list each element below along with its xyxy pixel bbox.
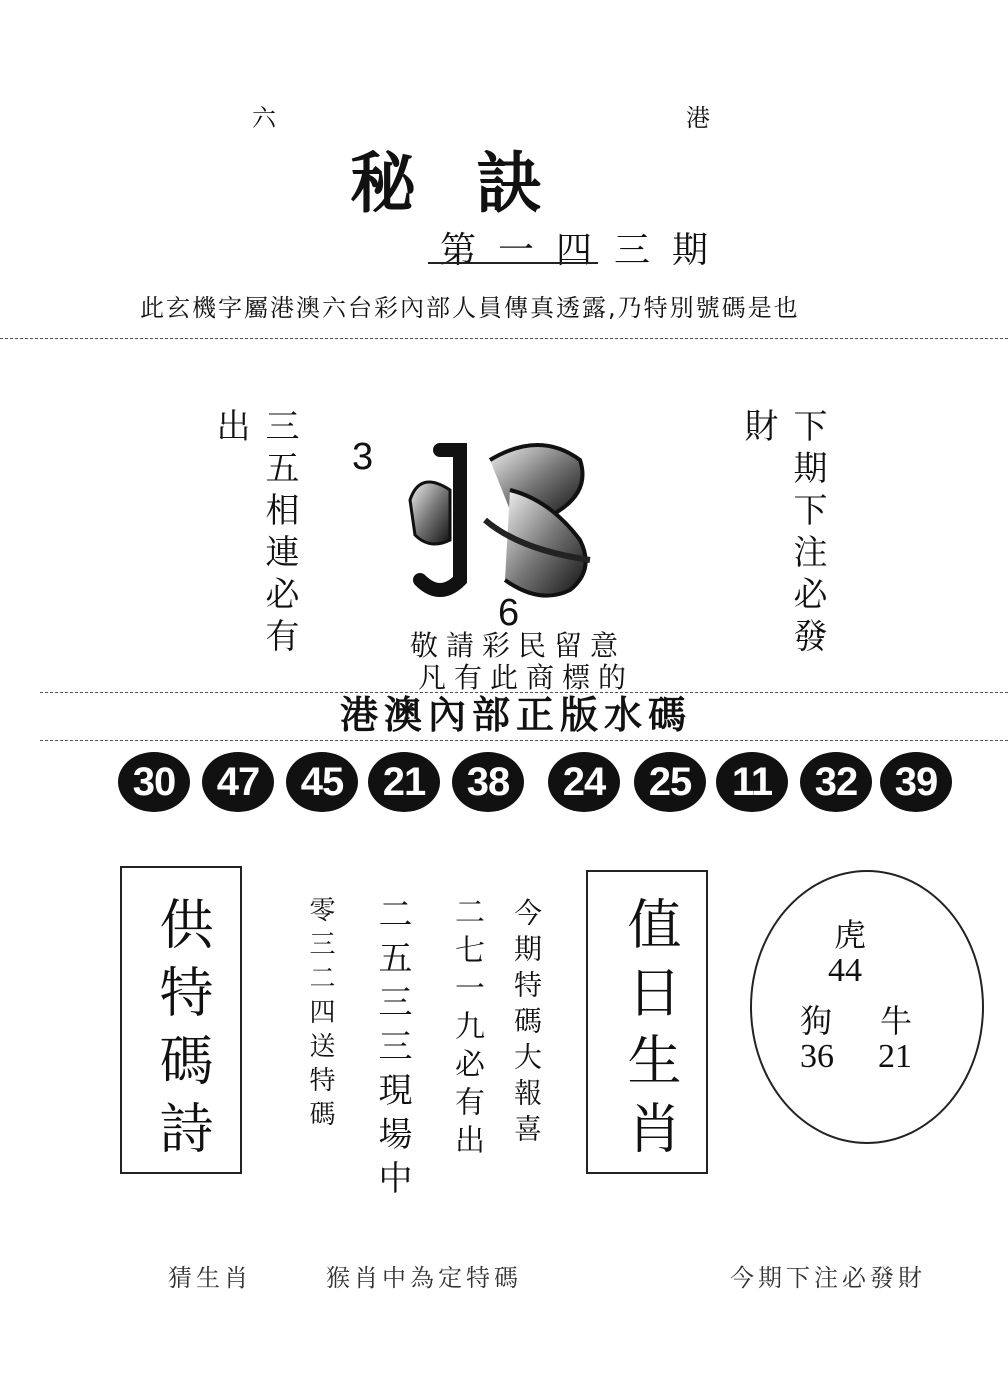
number-ball: 38	[452, 752, 524, 812]
brand-text: 港澳內部正版水碼	[340, 693, 693, 737]
left-vertical-text: 三五相連必有出	[210, 408, 299, 660]
poem-col-2: 二七一九必有出	[449, 896, 484, 1162]
zodiac-tiger: 虎	[834, 916, 867, 954]
number-ball: 11	[716, 752, 788, 812]
poem-col-4: 零三二四送特碼	[305, 896, 335, 1134]
corner-right-char: 港	[686, 104, 710, 132]
issue-underline	[428, 262, 598, 264]
number-ball: 45	[286, 752, 358, 812]
poem-col-1: 今期特碼大報喜	[510, 898, 543, 1150]
number-ball: 32	[800, 752, 872, 812]
corner-left-char: 六	[252, 104, 276, 132]
number-ball: 25	[634, 752, 706, 812]
right-vertical-text: 下期下注必發財	[738, 408, 827, 660]
footer-middle: 猴肖中為定特碼	[326, 1264, 522, 1292]
number-ball: 30	[118, 752, 190, 812]
number-left: 3	[352, 436, 374, 478]
zodiac-label-box	[586, 870, 708, 1174]
footer-right: 今期下注必發財	[730, 1264, 926, 1292]
zodiac-dog: 狗	[800, 1002, 833, 1040]
issue-line: 第一四三期	[440, 230, 731, 271]
notice-line-1: 敬請彩民留意	[410, 629, 627, 662]
divider-mid-2	[40, 740, 1008, 741]
notice-line-2: 凡有此商標的	[418, 661, 635, 694]
divider-top	[0, 338, 1008, 339]
poem-col-3: 二五三三現場中	[372, 896, 412, 1204]
number-ball: 21	[368, 752, 440, 812]
number-bottom: 6	[498, 592, 520, 634]
snake-logo-graphic	[390, 430, 610, 610]
zodiac-ox-number: 21	[878, 1038, 912, 1075]
number-ball: 47	[202, 752, 274, 812]
number-ball: 39	[880, 752, 952, 812]
zodiac-label: 值日生肖	[619, 896, 682, 1168]
zodiac-dog-number: 36	[800, 1038, 834, 1075]
number-ball: 24	[548, 752, 620, 812]
zodiac-tiger-number: 44	[828, 952, 862, 989]
subtitle: 此玄機字屬港澳六台彩內部人員傳真透露,乃特別號碼是也	[140, 294, 800, 322]
poem-label: 供特碼詩	[151, 896, 214, 1168]
zodiac-ox: 牛	[880, 1002, 913, 1040]
footer-left: 猜生肖	[168, 1264, 252, 1292]
zodiac-circle	[750, 870, 984, 1144]
poem-label-box	[120, 866, 242, 1174]
page-title: 秘訣	[350, 144, 602, 222]
